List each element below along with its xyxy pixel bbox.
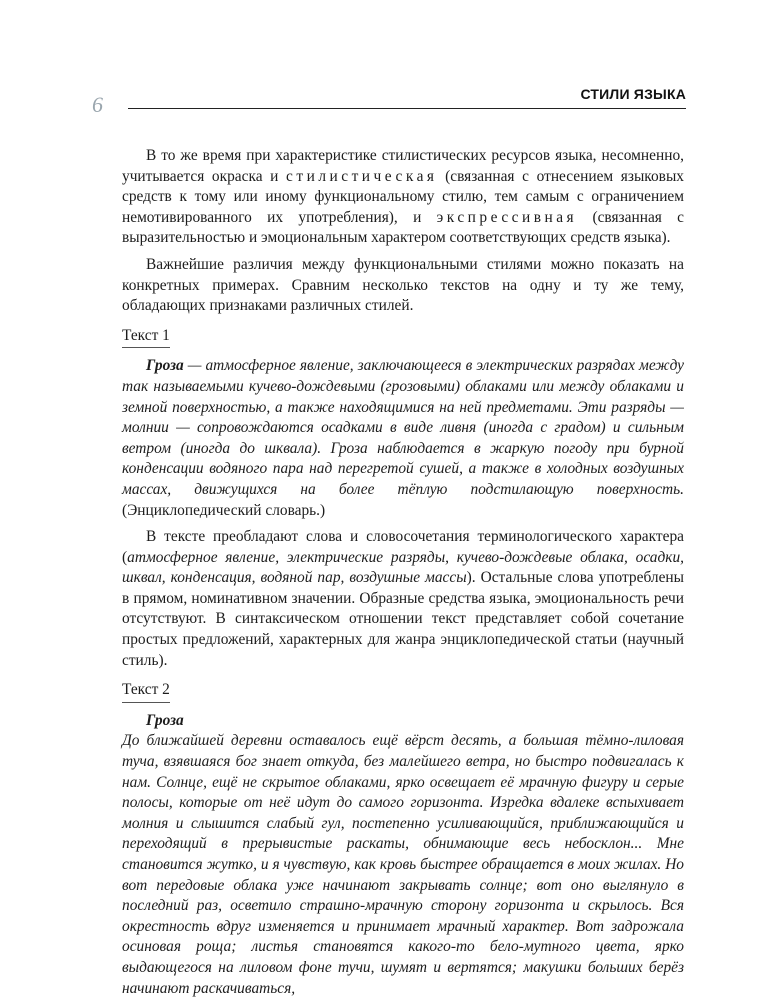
header-rule <box>128 108 686 109</box>
text1-label: Текст 1 <box>122 326 170 349</box>
intro-paragraph-2: Важнейшие различия между функциональными стилями можно показать на конкретных примерах. Сравним несколько текстов на одну и ту же тему, обладающих признаками различных стилей. <box>122 255 684 315</box>
page-number: 6 <box>92 92 103 117</box>
spaced-term-stylistic: стилистическая <box>286 167 438 185</box>
page-body <box>122 146 684 999</box>
text1-headword: Гроза <box>146 357 184 375</box>
text2-label: Текст 2 <box>122 680 170 703</box>
analysis-terms: атмосферное явление, электрические разряды, кучево-дождевые облака, осадки, шквал, конденсация, водяной пар, воздушные массы <box>122 548 684 587</box>
text2-title: Гроза <box>146 711 184 729</box>
text1-definition: Гроза — атмосферное явление, заключающееся в электрических разрядах между так называемыми кучево-дождевыми (грозовыми) облаками или между облаками и земной поверхностью, а также находящимися на ней предметами. Эти разряды — молнии — сопровождаются осадками в виде ливня (иногда с градом) и сильным ветром (иногда до шквала). Гроза наблюдается в жаркую погоду при бурной конденсации водяного пара над перегретой сушей, а также в холодных воздушных массах, движущихся на более тёплую подстилающую поверхность. (Энциклопедический словарь.) <box>122 357 684 519</box>
running-head: СТИЛИ ЯЗЫКА <box>580 86 686 102</box>
text1-analysis: В тексте преобладают слова и словосочетания терминологического характера (атмосферное явление, электрические разряды, кучево-дождевые облака, осадки, шквал, конденсация, водяной пар, воздушные массы). Остальные слова употреблены в прямом, номинативном значении. Образные средства языка, эмоциональность речи отсутствуют. В синтаксическом отношении текст представляет собой сочетание простых предложений, характерных для жанра энциклопедической статьи (научный стиль). <box>122 528 684 669</box>
text2-body: До ближайшей деревни оставалось ещё вёрст десять, а большая тёмно-лиловая туча, взявшаяся бог знает откуда, без малейшего ветра, но быстро подвигалась к нам. Солнце, ещё не скрытое облаками, ярко освещает её мрачную фигуру и серые полосы, которые от неё идут до самого горизонта. Изредка вдалеке вспыхивает молния и слышится слабый гул, постепенно усиливающийся, приближающийся и переходящий в прерывистые раскаты, обнимающие весь небосклон... Мне становится жутко, и я чувствую, как кровь быстрее обращается в моих жилах. Но вот передовые облака уже начинают закрывать солнце; вот оно выглянуло в последний раз, осветило страшно-мрачную сторону горизонта и скрылось. Вся окрестность вдруг изменяется и принимает мрачный характер. Вот задрожала осиновая роща; листья становятся какого-то бело-мутного цвета, ярко выдающегося на лиловом фоне тучи, шумят и вертятся; макушки больших берёз начинают раскачиваться, <box>122 732 684 997</box>
spaced-term-expressive: экспрессивная <box>436 208 578 226</box>
intro-paragraph-1: В то же время при характеристике стилистических ресурсов языка, несомненно, учитывается окраска и стилистическая (связанная с отнесением языковых средств к тому или иному функциональному стилю, тем самым с ограничением немотивированного их употребления), и экспрессивная (связанная с выразительностью и эмоциональным характером соответствующих средств языка). <box>122 147 685 247</box>
text1-source: (Энциклопедический словарь.) <box>122 501 326 519</box>
